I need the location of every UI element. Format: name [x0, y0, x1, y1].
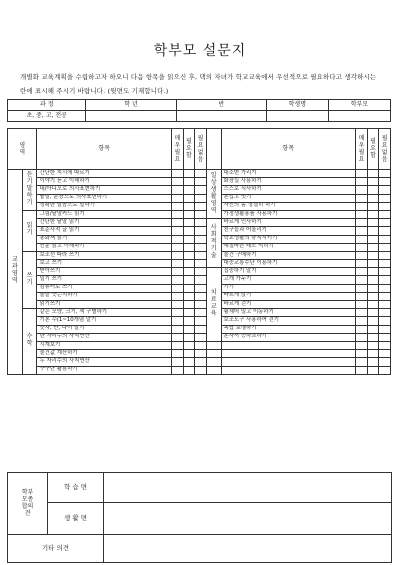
- left-check-cell[interactable]: [172, 202, 184, 210]
- right-check-cell[interactable]: [356, 333, 368, 341]
- area-header: 영역: [8, 129, 37, 170]
- left-item-label: 받아쓰기: [37, 268, 172, 276]
- right-item-label: 대소변 가리기: [221, 170, 356, 178]
- left-item-label: 그림/낱말카드 읽기: [37, 210, 172, 218]
- left-check-cell[interactable]: [183, 170, 195, 178]
- right-item-label: 가정생활용품 사용하기: [221, 210, 356, 218]
- left-check-cell[interactable]: [172, 260, 184, 268]
- survey-row: [8, 268, 391, 276]
- right-item-label: 휠체어 밀고 이동하기: [221, 309, 356, 317]
- survey-row: [8, 276, 391, 284]
- right-check-cell[interactable]: [367, 309, 379, 317]
- left-check-cell[interactable]: [172, 333, 184, 341]
- very-needed-header-right: 매우필요: [356, 129, 368, 170]
- right-item-label: 보조도구 사용하여 걷기: [221, 317, 356, 325]
- left-item-label: 네/아니오로 의사표현하기: [37, 186, 172, 194]
- left-check-cell[interactable]: [195, 178, 207, 186]
- left-area-label: 교과영역: [8, 170, 23, 375]
- right-item-label: 스스로 식사하기: [221, 186, 356, 194]
- left-check-cell[interactable]: [172, 268, 184, 276]
- survey-row: [8, 235, 391, 243]
- survey-row: [8, 309, 391, 317]
- left-check-cell[interactable]: [183, 309, 195, 317]
- survey-row: [8, 194, 391, 202]
- class-label: 반: [176, 100, 266, 111]
- left-check-cell[interactable]: [195, 292, 207, 300]
- right-check-cell[interactable]: [367, 268, 379, 276]
- right-check-cell[interactable]: [379, 235, 391, 243]
- left-check-cell[interactable]: [172, 358, 184, 366]
- left-check-cell[interactable]: [183, 366, 195, 374]
- right-item-label: 친구들과 어울리기: [221, 227, 356, 235]
- item-header: 항목: [37, 129, 172, 170]
- right-check-cell[interactable]: [367, 341, 379, 349]
- other-input[interactable]: [104, 535, 392, 563]
- left-check-cell[interactable]: [195, 260, 207, 268]
- right-check-cell[interactable]: [379, 325, 391, 333]
- survey-row: [8, 350, 391, 358]
- left-item-label: 일기 쓰기: [37, 276, 172, 284]
- right-item-label: 학교생활의 규칙지키기: [221, 235, 356, 243]
- right-check-cell[interactable]: [356, 325, 368, 333]
- left-subarea-label: 읽기: [22, 210, 37, 251]
- class-input[interactable]: [176, 111, 266, 122]
- right-check-cell[interactable]: [367, 186, 379, 194]
- right-check-cell[interactable]: [356, 243, 368, 251]
- right-check-cell[interactable]: [379, 260, 391, 268]
- survey-row: [8, 170, 391, 178]
- left-item-label: 구구단 활용하기: [37, 366, 172, 374]
- left-check-cell[interactable]: [183, 301, 195, 309]
- left-check-cell[interactable]: [172, 170, 184, 178]
- other-label: 기타 의견: [8, 535, 104, 563]
- right-item-label: 바르게 인사하기: [221, 219, 356, 227]
- left-check-cell[interactable]: [172, 227, 184, 235]
- right-check-cell[interactable]: [379, 219, 391, 227]
- left-check-cell[interactable]: [195, 186, 207, 194]
- right-check-cell[interactable]: [379, 358, 391, 366]
- right-check-cell[interactable]: [367, 170, 379, 178]
- life-label: 생 활 면: [48, 503, 104, 535]
- left-check-cell[interactable]: [195, 358, 207, 366]
- right-item-label: 자신의 몸 청결히 하기: [221, 202, 356, 210]
- left-check-cell[interactable]: [172, 210, 184, 218]
- right-check-cell[interactable]: [367, 235, 379, 243]
- course-label: 과 정: [8, 100, 86, 111]
- right-check-cell[interactable]: [356, 235, 368, 243]
- right-check-cell[interactable]: [367, 317, 379, 325]
- survey-row: [8, 251, 391, 259]
- parent-input[interactable]: [328, 111, 390, 122]
- right-item-label: 대중교통수단 이용하기: [221, 260, 356, 268]
- right-check-cell[interactable]: [367, 301, 379, 309]
- left-check-cell[interactable]: [172, 284, 184, 292]
- survey-row: [8, 178, 391, 186]
- right-item-label: 혼입고 벗기: [221, 194, 356, 202]
- left-check-cell[interactable]: [195, 325, 207, 333]
- survey-row: [8, 325, 391, 333]
- left-check-cell[interactable]: [183, 202, 195, 210]
- right-item-label: 집중하기 알기: [221, 268, 356, 276]
- right-check-cell[interactable]: [356, 251, 368, 259]
- right-check-cell[interactable]: [356, 350, 368, 358]
- right-check-cell[interactable]: [367, 333, 379, 341]
- left-check-cell[interactable]: [172, 301, 184, 309]
- left-check-cell[interactable]: [172, 186, 184, 194]
- left-item-label: 시계보기: [37, 341, 172, 349]
- left-check-cell[interactable]: [183, 333, 195, 341]
- left-check-cell[interactable]: [195, 210, 207, 218]
- not-needed-header: 필요없음: [195, 129, 207, 170]
- right-check-cell[interactable]: [356, 358, 368, 366]
- right-area-label: 일상생활영역: [206, 170, 221, 219]
- left-item-label: 읽기쓰기: [37, 301, 172, 309]
- survey-row: [8, 366, 391, 374]
- study-input[interactable]: [104, 473, 392, 503]
- left-subarea-label: 수학: [22, 309, 37, 375]
- right-area-label: [206, 358, 221, 366]
- left-item-label: 신문 읽고 이해하기: [37, 243, 172, 251]
- left-check-cell[interactable]: [195, 251, 207, 259]
- right-check-cell[interactable]: [367, 202, 379, 210]
- right-check-cell[interactable]: [379, 178, 391, 186]
- survey-row: [8, 341, 391, 349]
- survey-row: [8, 292, 391, 300]
- right-check-cell[interactable]: [367, 243, 379, 251]
- right-check-cell[interactable]: [356, 341, 368, 349]
- left-item-label: 정확한 발음으로 말하기: [37, 202, 172, 210]
- right-check-cell[interactable]: [356, 292, 368, 300]
- left-item-label: 간단한 낱말 읽기: [37, 219, 172, 227]
- left-item-label: 낱말, 문장으로 의사표현하기: [37, 194, 172, 202]
- left-check-cell[interactable]: [172, 219, 184, 227]
- left-check-cell[interactable]: [172, 251, 184, 259]
- left-check-cell[interactable]: [183, 235, 195, 243]
- left-check-cell[interactable]: [183, 227, 195, 235]
- left-item-label: 한 자리수의 사칙연산: [37, 333, 172, 341]
- right-item-label: 독립 보행하기: [221, 325, 356, 333]
- left-check-cell[interactable]: [172, 309, 184, 317]
- right-area-label: [206, 341, 221, 349]
- opinion-table: [7, 472, 392, 563]
- left-check-cell[interactable]: [195, 301, 207, 309]
- intro-text: 개별화 교육계획을 수립하고자 하오니 다음 항목을 읽으신 후, 댁의 자녀가 학교교육에서 우선적으로 필요하다고 생각하시는 란에 표시해 주시기 바랍니다. (뒷면도 기재합니다.): [20, 73, 377, 95]
- right-check-cell[interactable]: [379, 251, 391, 259]
- left-check-cell[interactable]: [195, 366, 207, 374]
- left-check-cell[interactable]: [183, 292, 195, 300]
- left-item-label: 줄을 긋는지하기: [37, 292, 172, 300]
- left-check-cell[interactable]: [183, 243, 195, 251]
- right-area-label: [206, 350, 221, 358]
- right-check-cell[interactable]: [356, 317, 368, 325]
- left-check-cell[interactable]: [172, 276, 184, 284]
- left-check-cell[interactable]: [172, 350, 184, 358]
- left-item-label: 보고 쓰기: [37, 260, 172, 268]
- right-check-cell[interactable]: [379, 341, 391, 349]
- item-header-right: 항목: [221, 129, 356, 170]
- right-check-cell[interactable]: [379, 276, 391, 284]
- right-item-label: 바르게 앉기: [221, 292, 356, 300]
- left-check-cell[interactable]: [172, 317, 184, 325]
- left-item-label: 컴퓨터로 쓰기: [37, 284, 172, 292]
- right-check-cell[interactable]: [356, 170, 368, 178]
- left-check-cell[interactable]: [183, 325, 195, 333]
- left-check-cell[interactable]: [195, 333, 207, 341]
- left-check-cell[interactable]: [183, 260, 195, 268]
- right-item-label: 화장실 사용하기: [221, 178, 356, 186]
- right-check-cell[interactable]: [367, 178, 379, 186]
- right-area-label: 치료교육: [206, 268, 221, 342]
- right-check-cell[interactable]: [356, 260, 368, 268]
- left-check-cell[interactable]: [183, 284, 195, 292]
- needed-header: 필요함: [183, 129, 195, 170]
- left-item-label: 두 자리수의 사칙연산: [37, 358, 172, 366]
- right-item-label: 기기: [221, 284, 356, 292]
- left-check-cell[interactable]: [195, 235, 207, 243]
- left-check-cell[interactable]: [183, 317, 195, 325]
- right-check-cell[interactable]: [379, 333, 391, 341]
- left-check-cell[interactable]: [195, 202, 207, 210]
- levels-cell: 초, 중, 고, 전공: [8, 111, 86, 122]
- left-check-cell[interactable]: [195, 284, 207, 292]
- left-item-label: 같은 모양, 크기, 색 구별하기: [37, 309, 172, 317]
- left-check-cell[interactable]: [183, 194, 195, 202]
- right-check-cell[interactable]: [379, 202, 391, 210]
- right-check-cell[interactable]: [356, 276, 368, 284]
- right-check-cell[interactable]: [379, 284, 391, 292]
- right-check-cell[interactable]: [379, 350, 391, 358]
- left-check-cell[interactable]: [195, 227, 207, 235]
- left-item-label: 기본 수(1~10개념 알기: [37, 317, 172, 325]
- left-check-cell[interactable]: [183, 268, 195, 276]
- right-check-cell[interactable]: [367, 284, 379, 292]
- right-check-cell[interactable]: [356, 219, 368, 227]
- left-check-cell[interactable]: [172, 194, 184, 202]
- grade-input[interactable]: [86, 111, 176, 122]
- study-label: 학 습 면: [48, 473, 104, 503]
- right-item-label: 혼자서 등하교하기: [221, 333, 356, 341]
- right-check-cell[interactable]: [356, 186, 368, 194]
- survey-row: [8, 260, 391, 268]
- right-item-label: 바르게 걷기: [221, 301, 356, 309]
- survey-row: [8, 284, 391, 292]
- right-item-label: [221, 366, 356, 374]
- left-check-cell[interactable]: [183, 350, 195, 358]
- right-check-cell[interactable]: [356, 210, 368, 218]
- left-check-cell[interactable]: [172, 243, 184, 251]
- right-check-cell[interactable]: [379, 210, 391, 218]
- student-label: 학생명: [266, 100, 328, 111]
- right-check-cell[interactable]: [379, 186, 391, 194]
- left-check-cell[interactable]: [195, 350, 207, 358]
- right-check-cell[interactable]: [367, 210, 379, 218]
- right-item-label: [221, 341, 356, 349]
- right-check-cell[interactable]: [367, 276, 379, 284]
- right-check-cell[interactable]: [379, 170, 391, 178]
- right-check-cell[interactable]: [367, 219, 379, 227]
- left-check-cell[interactable]: [195, 309, 207, 317]
- survey-row: [8, 358, 391, 366]
- right-check-cell[interactable]: [367, 325, 379, 333]
- opinion-label: 학부모종합의견: [8, 473, 48, 535]
- right-check-cell[interactable]: [379, 366, 391, 374]
- survey-row: [8, 227, 391, 235]
- survey-row: [8, 243, 391, 251]
- left-check-cell[interactable]: [195, 317, 207, 325]
- left-check-cell[interactable]: [172, 292, 184, 300]
- right-check-cell[interactable]: [356, 366, 368, 374]
- right-item-label: 예절바른 태도 익히기: [221, 243, 356, 251]
- right-check-cell[interactable]: [356, 309, 368, 317]
- left-item-label: 물건값 계산하기: [37, 350, 172, 358]
- survey-row: [8, 317, 391, 325]
- survey-row: [8, 186, 391, 194]
- right-check-cell[interactable]: [379, 268, 391, 276]
- page-title: 학부모 설문지: [153, 43, 247, 59]
- right-check-cell[interactable]: [379, 243, 391, 251]
- left-check-cell[interactable]: [195, 268, 207, 276]
- right-check-cell[interactable]: [379, 309, 391, 317]
- left-item-label: 보조선 따라 쓰기: [37, 251, 172, 259]
- left-item-label: 표준사적 글 읽기: [37, 227, 172, 235]
- left-check-cell[interactable]: [183, 178, 195, 186]
- right-check-cell[interactable]: [379, 227, 391, 235]
- right-check-cell[interactable]: [379, 317, 391, 325]
- left-item-label: 동화책 읽기: [37, 235, 172, 243]
- right-check-cell[interactable]: [367, 366, 379, 374]
- left-check-cell[interactable]: [183, 251, 195, 259]
- student-input[interactable]: [266, 111, 328, 122]
- right-check-cell[interactable]: [356, 178, 368, 186]
- right-area-label: 사회적기술: [206, 219, 221, 268]
- right-area-label: [206, 366, 221, 374]
- right-check-cell[interactable]: [356, 284, 368, 292]
- survey-row: [8, 333, 391, 341]
- right-check-cell[interactable]: [356, 202, 368, 210]
- very-needed-header: 매우필요: [172, 129, 184, 170]
- left-check-cell[interactable]: [172, 341, 184, 349]
- survey-row: [8, 210, 391, 218]
- left-check-cell[interactable]: [195, 243, 207, 251]
- needed-header-right: 필요함: [367, 129, 379, 170]
- right-check-cell[interactable]: [367, 358, 379, 366]
- right-check-cell[interactable]: [379, 194, 391, 202]
- right-check-cell[interactable]: [379, 301, 391, 309]
- left-check-cell[interactable]: [172, 325, 184, 333]
- right-check-cell[interactable]: [367, 251, 379, 259]
- right-item-label: [221, 350, 356, 358]
- left-item-label: 숫자, 반, 나이 알기: [37, 325, 172, 333]
- right-item-label: 고개 가누기: [221, 276, 356, 284]
- left-check-cell[interactable]: [183, 358, 195, 366]
- left-check-cell[interactable]: [183, 210, 195, 218]
- right-check-cell[interactable]: [367, 292, 379, 300]
- right-check-cell[interactable]: [356, 268, 368, 276]
- grade-label: 학 년: [86, 100, 176, 111]
- left-check-cell[interactable]: [172, 235, 184, 243]
- life-input[interactable]: [104, 503, 392, 535]
- right-check-cell[interactable]: [356, 301, 368, 309]
- right-check-cell[interactable]: [379, 292, 391, 300]
- left-check-cell[interactable]: [195, 276, 207, 284]
- not-needed-header-right: 필요없음: [379, 129, 391, 170]
- left-check-cell[interactable]: [183, 276, 195, 284]
- right-check-cell[interactable]: [367, 194, 379, 202]
- left-check-cell[interactable]: [195, 341, 207, 349]
- right-item-label: [221, 358, 356, 366]
- left-check-cell[interactable]: [172, 366, 184, 374]
- right-check-cell[interactable]: [367, 227, 379, 235]
- left-check-cell[interactable]: [183, 186, 195, 194]
- right-check-cell[interactable]: [367, 350, 379, 358]
- left-item-label: 간단한 지시에 따르기: [37, 170, 172, 178]
- survey-row: [8, 301, 391, 309]
- right-check-cell[interactable]: [356, 194, 368, 202]
- left-check-cell[interactable]: [172, 178, 184, 186]
- right-item-label: 물건 구매하기: [221, 251, 356, 259]
- parent-label: 학부모: [328, 100, 390, 111]
- left-subarea-label: 듣기말하기: [22, 170, 37, 211]
- left-item-label: 이야기 듣고 이해하기: [37, 178, 172, 186]
- left-check-cell[interactable]: [195, 194, 207, 202]
- left-check-cell[interactable]: [183, 219, 195, 227]
- left-check-cell[interactable]: [195, 170, 207, 178]
- survey-table: [7, 128, 391, 375]
- left-check-cell[interactable]: [183, 341, 195, 349]
- left-subarea-label: 쓰기: [22, 251, 37, 308]
- right-check-cell[interactable]: [367, 260, 379, 268]
- right-check-cell[interactable]: [356, 227, 368, 235]
- survey-row: [8, 219, 391, 227]
- left-check-cell[interactable]: [195, 219, 207, 227]
- survey-row: [8, 202, 391, 210]
- area-header-right: [206, 129, 221, 170]
- info-table: [7, 99, 391, 122]
